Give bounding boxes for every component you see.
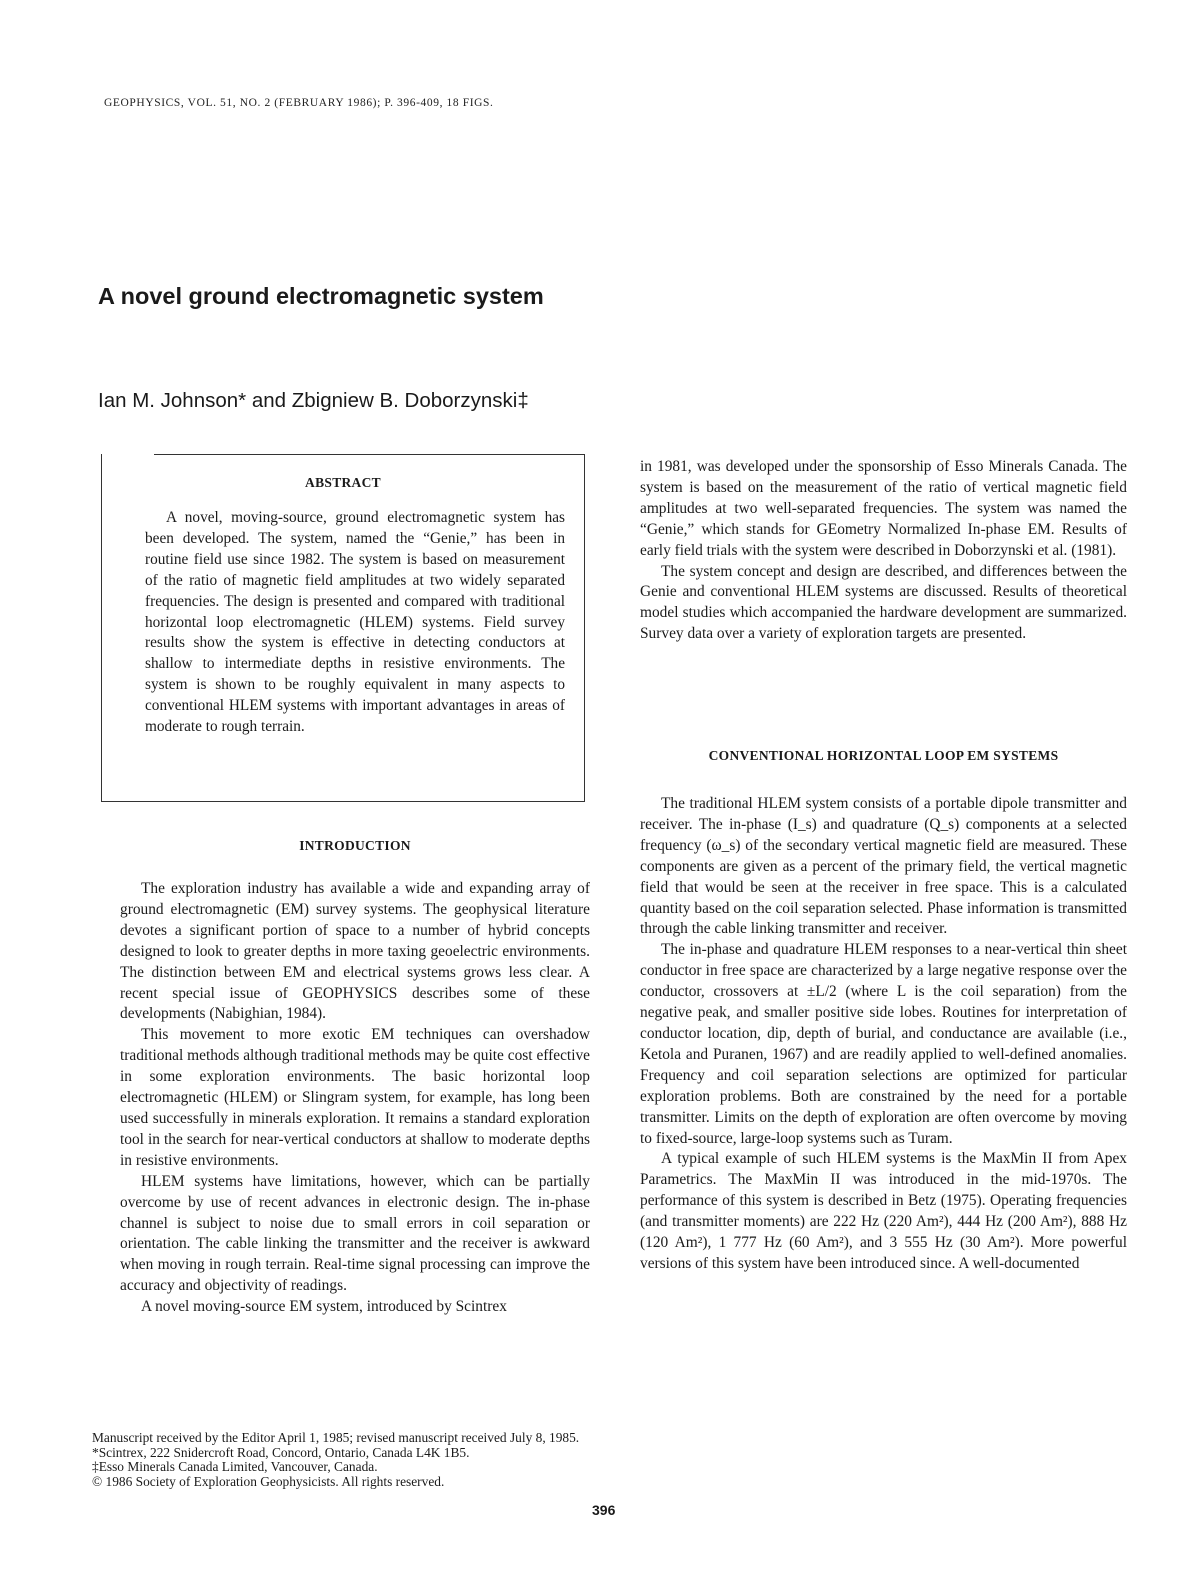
intro-paragraph: The exploration industry has available a wide and expanding array of ground electromagnetic (EM) survey systems. The geophysical literature devotes a significant portion of space to a number of hybrid concepts designed to look to greater depths in more taxing geoelectric environments. The distinction between EM and electrical systems grows less clear. A recent special issue of GEOPHYSICS describes some of these developments (Nabighian, 1984). — [120, 880, 590, 1023]
hlem-paragraph: The in-phase and quadrature HLEM responses to a near-vertical thin sheet conductor in free space are characterized by a large negative response over the conductor, crossovers at ±L/2 (where L is the coil separation) from the negative peak, and smaller positive side lobes. Routines for interpretation of conductor location, dip, depth of burial, and conductance are available (i.e., Ketola and Puranen, 1967) and are readily applied to well-defined anomalies. Frequency and coil separation selections are optimized for particular exploration problems. Both are constrained by the need for a portable transmitter. Limits on the depth of exploration are often overcome by moving to fixed-source, large-loop systems such as Turam. — [640, 941, 1127, 1147]
right-column-hlem-text — [640, 794, 1127, 1275]
footnotes — [92, 1431, 579, 1489]
hlem-paragraph: A typical example of such HLEM systems is the MaxMin II from Apex Parametrics. The MaxMin II was introduced in the mid-1970s. The performance of this system is described in Betz (1975). Operating frequencies (and transmitter moments) are 222 Hz (220 Am²), 444 Hz (200 Am²), 888 Hz (120 Am²), 1 777 Hz (60 Am²), and 3 555 Hz (30 Am²). More powerful versions of this system have been introduced since. A well-documented — [640, 1150, 1127, 1272]
intro-paragraph: HLEM systems have limitations, however, which can be partially overcome by use of recent advances in electronic design. The in-phase channel is subject to noise due to small errors in coil separation or orientation. The cable linking the transmitter and the receiver is awkward when moving in rough terrain. Real-time signal processing can improve the accuracy and objectivity of readings. — [120, 1172, 590, 1295]
right-intro-paragraph: The system concept and design are described, and differences between the Genie and conventional HLEM systems are discussed. Results of theoretical model studies which accompanied the hardware development are summarized. Survey data over a variety of exploration targets are presented. — [640, 562, 1127, 643]
left-column-text — [120, 879, 590, 1318]
abstract-text: A novel, moving-source, ground electromagnetic system has been developed. The system, named the “Genie,” has been in routine field use since 1982. The system is based on measurement of the ratio of magnetic field amplitudes at two widely separated frequencies. The design is presented and compared with traditional horizontal loop electromagnetic (HLEM) systems. Field survey results show the system is effective in detecting conductors at shallow to intermediate depths in resistive environments. The system is shown to be roughly equivalent in many aspects to conventional HLEM systems with important advantages in areas of moderate to rough terrain. — [145, 509, 565, 736]
footnote-copyright: © 1986 Society of Exploration Geophysicists. All rights reserved. — [92, 1473, 445, 1489]
page-number: 396 — [592, 1502, 616, 1518]
right-intro-paragraph: in 1981, was developed under the sponsorship of Esso Minerals Canada. The system is based on the measurement of the ratio of vertical magnetic field amplitudes at two well-separated frequencies. The system was named the “Genie,” which stands for GEometry Normalized In-phase EM. Results of early field trials with the system were described in Doborzynski et al. (1981). — [640, 458, 1127, 559]
footnote-received: Manuscript received by the Editor April 1, 1985; revised manuscript received July 8, 1985. — [92, 1430, 580, 1445]
abstract-box — [101, 454, 585, 802]
author-line: Ian M. Johnson* and Zbigniew B. Doborzynski‡ — [98, 389, 529, 412]
journal-citation: GEOPHYSICS, VOL. 51, NO. 2 (FEBRUARY 1986); P. 396-409, 18 FIGS. — [104, 97, 494, 109]
introduction-heading: INTRODUCTION — [299, 838, 411, 853]
footnote-author-1: *Scintrex, 222 Snidercroft Road, Concord, Ontario, Canada L4K 1B5. — [92, 1444, 470, 1460]
hlem-paragraph: The traditional HLEM system consists of a portable dipole transmitter and receiver. The in-phase (I_s) and quadrature (Q_s) components at a selected frequency (ω_s) of the secondary vertical magnetic field are measured. These components are given as a percent of the primary field, the vertical magnetic field that would be seen at the receiver in free space. This is a calculated quantity based on the coil separation selected. Phase information is transmitted through the cable linking transmitter and receiver. — [640, 795, 1127, 938]
footnote-author-2: ‡Esso Minerals Canada Limited, Vancouver, Canada. — [92, 1459, 378, 1475]
intro-paragraph: A novel moving-source EM system, introduced by Scintrex — [141, 1298, 507, 1316]
conventional-hlem-heading: CONVENTIONAL HORIZONTAL LOOP EM SYSTEMS — [708, 748, 1059, 763]
abstract-heading: ABSTRACT — [305, 475, 381, 490]
intro-paragraph: This movement to more exotic EM techniques can overshadow traditional methods although traditional methods may be quite cost effective in some exploration environments. The basic horizontal loop electromagnetic (HLEM) or Slingram system, for example, has long been used successfully in minerals exploration. It remains a standard exploration tool in the search for near-vertical conductors at shallow to moderate depths in resistive environments. — [120, 1026, 590, 1169]
abstract-top-rule — [154, 454, 584, 455]
article-title: A novel ground electromagnetic system — [98, 283, 544, 309]
right-column-intro-text — [640, 457, 1127, 645]
